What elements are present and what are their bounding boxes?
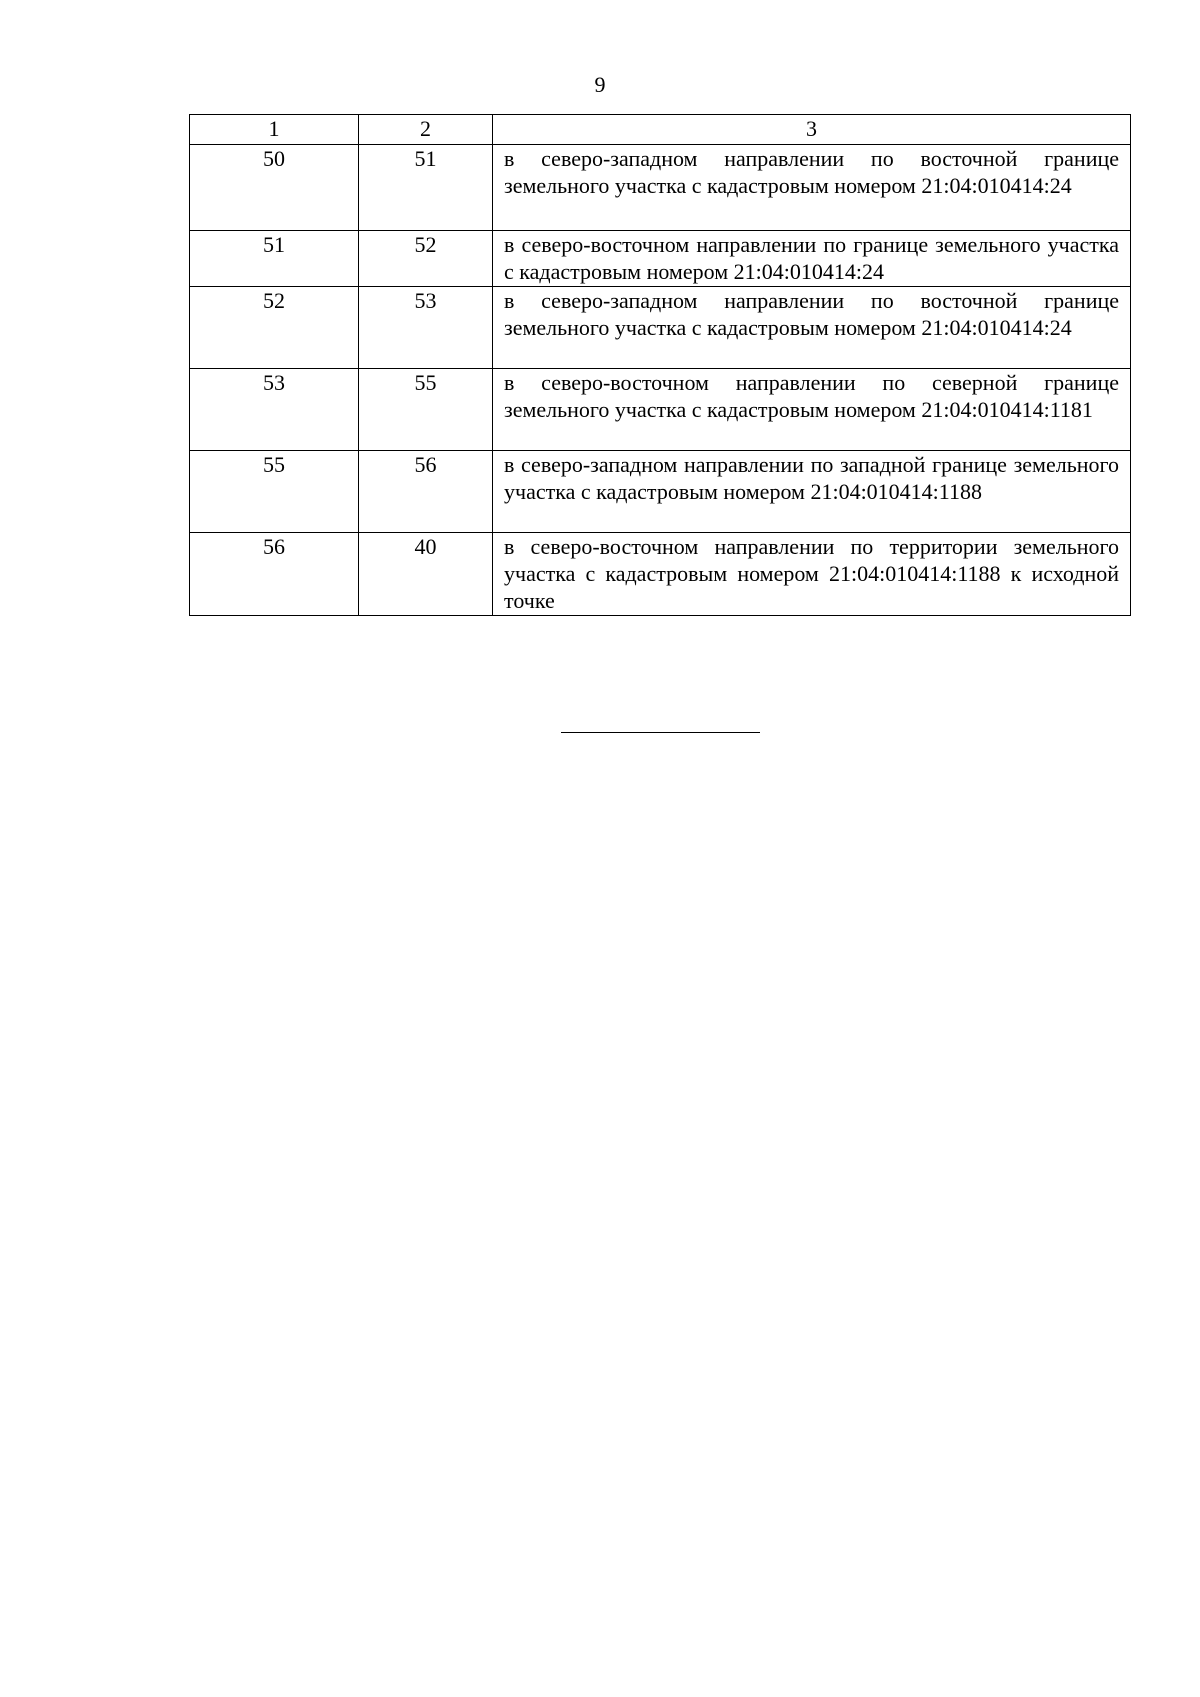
column-header-1: 1 [190,115,359,145]
description-cell [493,145,1131,231]
description-text: в северо-восточном направлении по северной границе земельного участка с кадастровым номером 21:04:010414:1181 [504,370,1119,422]
from-point-cell: 56 [190,533,359,616]
to-point-cell: 56 [359,451,493,533]
description-cell [493,533,1131,616]
to-point-cell: 40 [359,533,493,616]
description-cell [493,451,1131,533]
description-cell [493,369,1131,451]
from-point-cell: 55 [190,451,359,533]
from-point-cell: 53 [190,369,359,451]
table-row [190,533,1131,616]
boundary-description-table [189,114,1131,616]
description-cell [493,287,1131,369]
description-text: в северо-западном направлении по восточной границе земельного участка с кадастровым номером 21:04:010414:24 [504,146,1119,198]
column-header-2: 2 [359,115,493,145]
to-point-cell: 55 [359,369,493,451]
description-text: в северо-восточном направлении по территории земельного участка с кадастровым номером 21:04:010414:1188 к исходной точке [504,534,1119,613]
description-text: в северо-западном направлении по западной границе земельного участка с кадастровым номером 21:04:010414:1188 [504,452,1119,504]
description-text: в северо-западном направлении по восточной границе земельного участка с кадастровым номером 21:04:010414:24 [504,288,1119,340]
to-point-cell: 51 [359,145,493,231]
from-point-cell: 52 [190,287,359,369]
description-cell [493,231,1131,287]
table-row [190,145,1131,231]
column-header-3: 3 [493,115,1131,145]
table-row [190,231,1131,287]
table-row [190,369,1131,451]
table-row [190,287,1131,369]
end-of-document-rule [561,732,760,733]
to-point-cell: 53 [359,287,493,369]
table-row [190,451,1131,533]
from-point-cell: 50 [190,145,359,231]
from-point-cell: 51 [190,231,359,287]
to-point-cell: 52 [359,231,493,287]
table-header-row [190,115,1131,145]
page-number: 9 [594,72,606,97]
description-text: в северо-восточном направлении по границе земельного участка с кадастровым номером 21:04:010414:24 [504,232,1119,284]
